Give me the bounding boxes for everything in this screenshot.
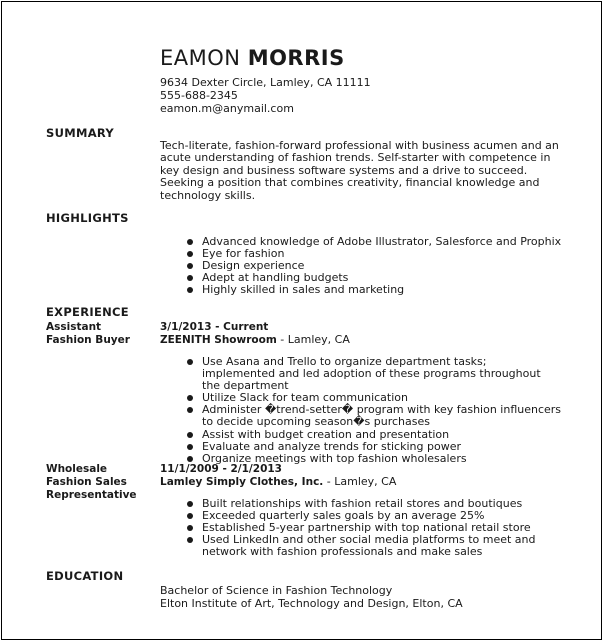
company-location: - Lamley, CA — [323, 475, 397, 488]
summary-text: Tech-literate, fashion-forward professional with business acumen and an acute understanding of fashion trends. Self-starter with competence in key design and business software systems and a drive to succeed. Seeking a position that combines creativity, financial knowledge and technology skills. — [160, 139, 559, 202]
bullet-icon — [187, 432, 193, 438]
job-company — [160, 333, 350, 346]
bullet-icon — [187, 251, 193, 257]
bullet-icon — [187, 263, 193, 269]
list-item: Established 5-year partnership with top national retail store — [202, 522, 562, 534]
highlights-heading: HIGHLIGHTS — [46, 211, 129, 225]
bullet-icon — [187, 513, 193, 519]
resume-page — [1, 1, 602, 640]
first-name: EAMON — [160, 46, 241, 70]
list-item: Utilize Slack for team communication — [202, 392, 562, 404]
bullet-icon — [187, 537, 193, 543]
job-bullets — [202, 498, 562, 558]
degree: Bachelor of Science in Fashion Technology — [160, 584, 393, 597]
school: Elton Institute of Art, Technology and Design, Elton, CA — [160, 597, 463, 610]
job-dates: 11/1/2009 - 2/1/2013 — [160, 463, 282, 475]
list-item: Advanced knowledge of Adobe Illustrator, Salesforce and Prophix — [202, 236, 582, 248]
bullet-icon — [187, 287, 193, 293]
list-item: Highly skilled in sales and marketing — [202, 284, 582, 296]
company-location: - Lamley, CA — [276, 333, 350, 346]
job-role: Assistant Fashion Buyer — [46, 321, 130, 346]
experience-heading: EXPERIENCE — [46, 305, 129, 319]
bullet-icon — [187, 275, 193, 281]
phone: 555-688-2345 — [160, 89, 238, 102]
list-item: Built relationships with fashion retail stores and boutiques — [202, 498, 562, 510]
list-item: Assist with budget creation and presentation — [202, 429, 562, 441]
list-item: Used LinkedIn and other social media platforms to meet and network with fashion professionals and make sales — [202, 534, 562, 558]
bullet-icon — [187, 359, 193, 365]
job-role: Wholesale Fashion Sales Representative — [46, 463, 137, 501]
list-item: Use Asana and Trello to organize department tasks; implemented and led adoption of these programs throughout the department — [202, 356, 562, 392]
bullet-icon — [187, 525, 193, 531]
company-name: Lamley Simply Clothes, Inc. — [160, 476, 324, 488]
education-entry — [160, 584, 463, 610]
address: 9634 Dexter Circle, Lamley, CA 11111 — [160, 76, 371, 89]
bullet-icon — [187, 456, 193, 462]
list-item: Design experience — [202, 260, 582, 272]
job-dates: 3/1/2013 - Current — [160, 321, 269, 333]
bullet-icon — [187, 444, 193, 450]
highlights-list — [202, 236, 582, 296]
list-item: Adept at handling budgets — [202, 272, 582, 284]
job-company — [160, 475, 396, 488]
bullet-icon — [187, 501, 193, 507]
list-item: Administer �trend-setter� program with key fashion influencers to decide upcoming season�s purchases — [202, 404, 562, 428]
bullet-icon — [187, 239, 193, 245]
company-name: ZEENITH Showroom — [160, 334, 277, 346]
list-item: Evaluate and analyze trends for sticking power — [202, 441, 562, 453]
last-name: MORRIS — [247, 46, 345, 70]
email: eamon.m@anymail.com — [160, 102, 294, 115]
list-item: Eye for fashion — [202, 248, 582, 260]
education-heading: EDUCATION — [46, 569, 124, 583]
job-bullets — [202, 356, 562, 465]
contact-info — [160, 76, 371, 115]
summary-heading: SUMMARY — [46, 126, 115, 140]
bullet-icon — [187, 407, 193, 413]
list-item: Organize meetings with top fashion wholesalers — [202, 453, 562, 465]
list-item: Exceeded quarterly sales goals by an average 25% — [202, 510, 562, 522]
candidate-name — [160, 46, 345, 70]
bullet-icon — [187, 395, 193, 401]
